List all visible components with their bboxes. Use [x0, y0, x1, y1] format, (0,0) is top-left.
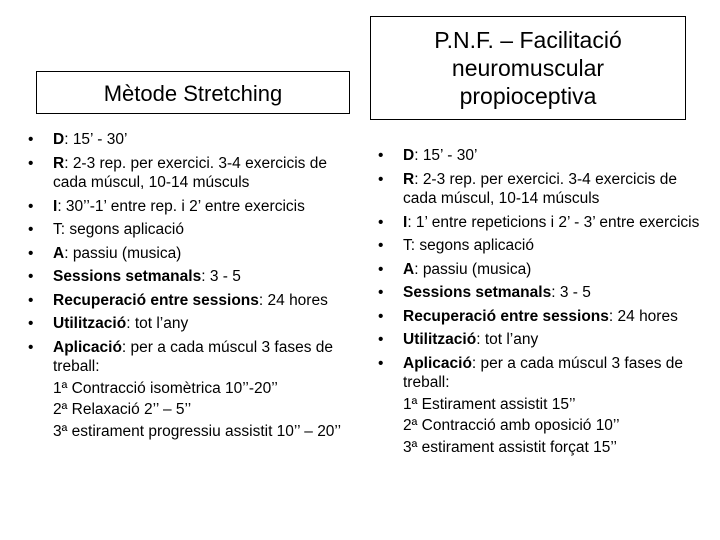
- item-text: : 15’ - 30’: [64, 131, 128, 148]
- item-text: : 3 - 5: [201, 268, 241, 285]
- item-text: : passiu (musica): [414, 260, 532, 278]
- list-item: [378, 170, 708, 209]
- left-column: [28, 130, 358, 445]
- left-bullet-list: [28, 130, 358, 441]
- list-item: [28, 244, 358, 264]
- item-text: : 2-3 rep. per exercici. 3-4 exercicis de cada múscul, 10-14 músculs: [53, 154, 327, 191]
- item-text: : tot l’any: [476, 331, 539, 348]
- item-label: A: [53, 244, 65, 262]
- bullet-icon: •: [28, 244, 34, 262]
- bullet-icon: •: [378, 237, 384, 254]
- list-item: [28, 220, 358, 240]
- list-item: [28, 314, 358, 334]
- bullet-icon: •: [28, 338, 34, 356]
- item-label: Sessions setmanals: [403, 284, 552, 301]
- phase-line: 2ª Relaxació 2’’ – 5’’: [53, 401, 192, 418]
- item-text: : 24 hores: [258, 291, 328, 309]
- bullet-icon: •: [378, 147, 384, 164]
- bullet-icon: •: [378, 213, 384, 231]
- list-item: [28, 154, 358, 193]
- item-text: : 15’ - 30’: [414, 147, 478, 164]
- right-column: [378, 146, 708, 461]
- right-bullet-list: [378, 146, 708, 457]
- phase-line: 3ª estirament progressiu assistit 10’’ – 20’’: [53, 422, 342, 440]
- item-label: A: [403, 260, 415, 278]
- phase-list: [403, 395, 708, 458]
- right-title: P.N.F. – Facilitació neuromuscular propioceptiva: [434, 27, 622, 109]
- bullet-icon: •: [28, 197, 34, 215]
- list-item: [378, 260, 708, 280]
- list-item: [28, 338, 358, 442]
- phase-line: 2ª Contracció amb oposició 10’’: [403, 417, 620, 434]
- bullet-icon: •: [28, 268, 34, 285]
- bullet-icon: •: [378, 260, 384, 278]
- item-label: Recuperació entre sessions: [53, 291, 259, 309]
- phase-list: [53, 379, 358, 442]
- item-label: Aplicació: [403, 354, 472, 372]
- bullet-icon: •: [378, 307, 384, 325]
- item-text: : per a cada múscul 3 fases de treball:: [403, 354, 684, 391]
- list-item: [378, 330, 708, 350]
- item-label: D: [403, 147, 415, 164]
- item-text: : 2-3 rep. per exercici. 3-4 exercicis de cada múscul, 10-14 músculs: [403, 170, 677, 207]
- bullet-icon: •: [28, 315, 34, 332]
- bullet-icon: •: [28, 131, 34, 148]
- item-text: : tot l’any: [126, 315, 189, 332]
- item-label: D: [53, 131, 65, 148]
- list-item: [378, 283, 708, 303]
- item-label: Sessions setmanals: [53, 268, 202, 285]
- item-label: Aplicació: [53, 338, 122, 356]
- phase-line: 1ª Contracció isomètrica 10’’-20’’: [53, 379, 278, 397]
- item-label: R: [403, 170, 415, 188]
- item-label: Utilització: [403, 331, 477, 348]
- bullet-icon: •: [28, 154, 34, 172]
- item-text: T: segons aplicació: [403, 237, 534, 254]
- list-item: [28, 291, 358, 311]
- item-text: : per a cada múscul 3 fases de treball:: [53, 338, 334, 375]
- item-text: : passiu (musica): [64, 244, 182, 262]
- item-text: : 30’’-1’ entre rep. i 2’ entre exercicis: [57, 197, 305, 215]
- bullet-icon: •: [378, 170, 384, 188]
- item-label: R: [53, 154, 65, 172]
- list-item: [378, 213, 708, 233]
- list-item: [28, 130, 358, 150]
- phase-line: 1ª Estirament assistit 15’’: [403, 395, 576, 413]
- bullet-icon: •: [378, 331, 384, 348]
- item-text: T: segons aplicació: [53, 221, 184, 238]
- item-text: : 24 hores: [608, 307, 678, 325]
- item-label: I: [403, 213, 408, 231]
- left-title-box: [36, 71, 350, 114]
- list-item: [378, 307, 708, 327]
- item-label: Recuperació entre sessions: [403, 307, 609, 325]
- list-item: [378, 236, 708, 256]
- phase-line: 3ª estirament assistit forçat 15’’: [403, 438, 617, 456]
- bullet-icon: •: [28, 291, 34, 309]
- list-item: [378, 146, 708, 166]
- item-text: : 1’ entre repeticions i 2’ - 3’ entre exercicis: [407, 213, 700, 231]
- left-title: Mètode Stretching: [103, 80, 283, 106]
- list-item: [378, 354, 708, 458]
- right-title-box: [370, 16, 686, 120]
- bullet-icon: •: [28, 221, 34, 238]
- bullet-icon: •: [378, 284, 384, 301]
- bullet-icon: •: [378, 354, 384, 372]
- item-label: Utilització: [53, 315, 127, 332]
- list-item: [28, 197, 358, 217]
- item-label: I: [53, 197, 58, 215]
- item-text: : 3 - 5: [551, 284, 591, 301]
- list-item: [28, 267, 358, 287]
